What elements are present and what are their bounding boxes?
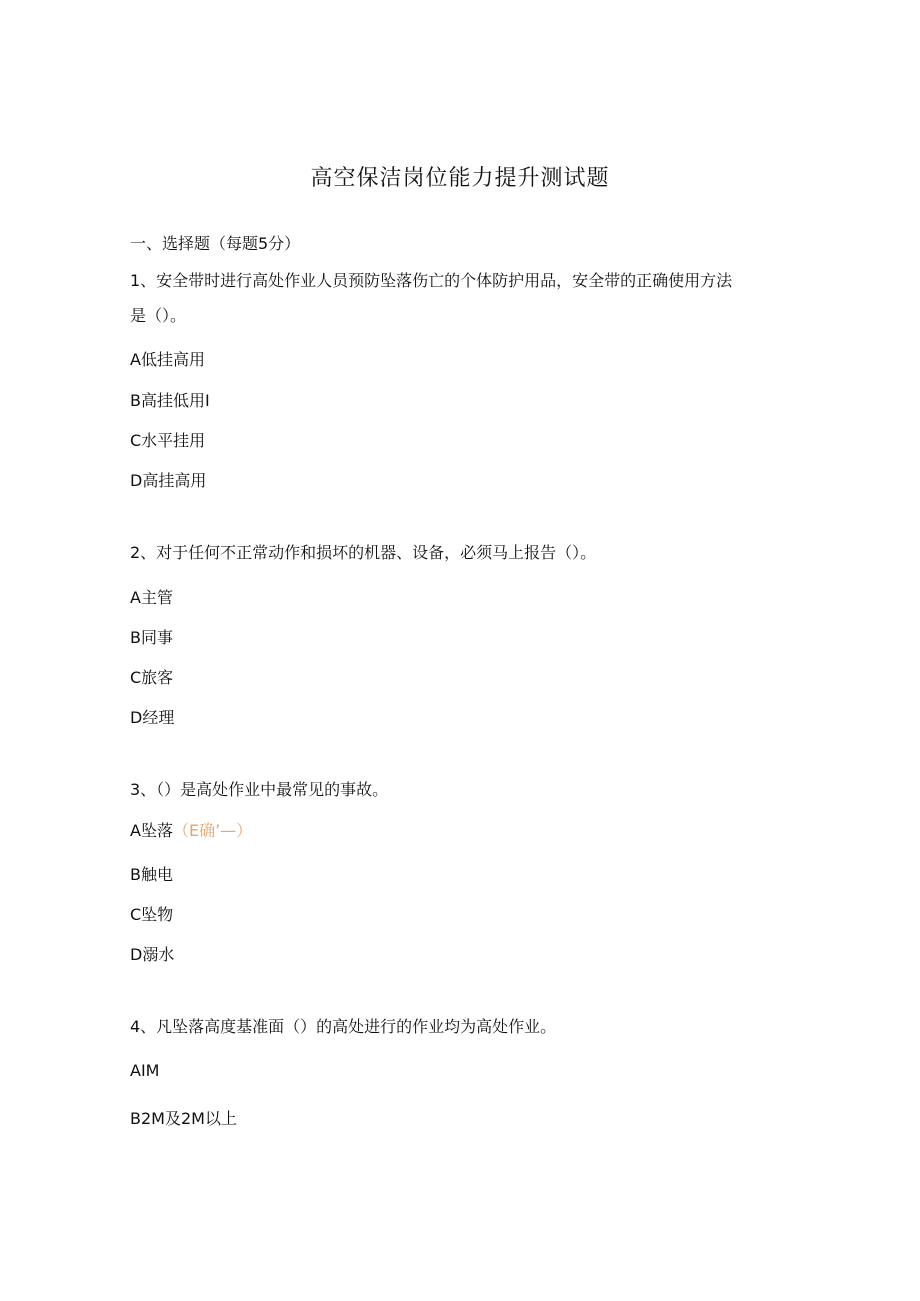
question-3-option-c: C坠物 [130, 905, 174, 924]
question-1-option-b: B高挂低用I [130, 391, 210, 410]
question-3-stem: 3、（）是高处作业中最常见的事故。 [130, 780, 389, 799]
section-heading: 一、选择题（每题5分） [130, 234, 301, 253]
question-2-option-a: A主管 [130, 588, 173, 607]
question-3-option-a-row [130, 820, 252, 842]
question-1-option-c: C水平挂用 [130, 431, 206, 450]
page-title: 高空保洁岗位能力提升测试题 [310, 166, 610, 191]
question-2-option-b: B同事 [130, 628, 173, 647]
question-2-option-d: D经理 [130, 708, 175, 727]
question-3-option-b: B触电 [130, 865, 173, 884]
question-4-option-a: AIM [130, 1061, 160, 1080]
question-4-option-b: B2M及2M以上 [130, 1109, 237, 1128]
question-3-option-d: D溺水 [130, 945, 175, 964]
question-2-option-c: C旅客 [130, 668, 174, 687]
question-1-option-a: A低挂高用 [130, 350, 205, 369]
question-1-stem-cont: 是（）。 [130, 306, 187, 325]
answer-hint: （E确’—） [172, 821, 253, 840]
question-3-option-a: A坠落 [130, 821, 173, 840]
question-2-stem: 2、对于任何不正常动作和损坏的机器、设备，必须马上报告（）。 [130, 543, 597, 562]
question-4-stem: 4、凡坠落高度基准面（）的高处进行的作业均为高处作业。 [130, 1017, 557, 1036]
question-1-option-d: D高挂高用 [130, 471, 207, 490]
question-1-stem: 1、安全带时进行高处作业人员预防坠落伤亡的个体防护用品，安全带的正确使用方法 [130, 271, 733, 290]
